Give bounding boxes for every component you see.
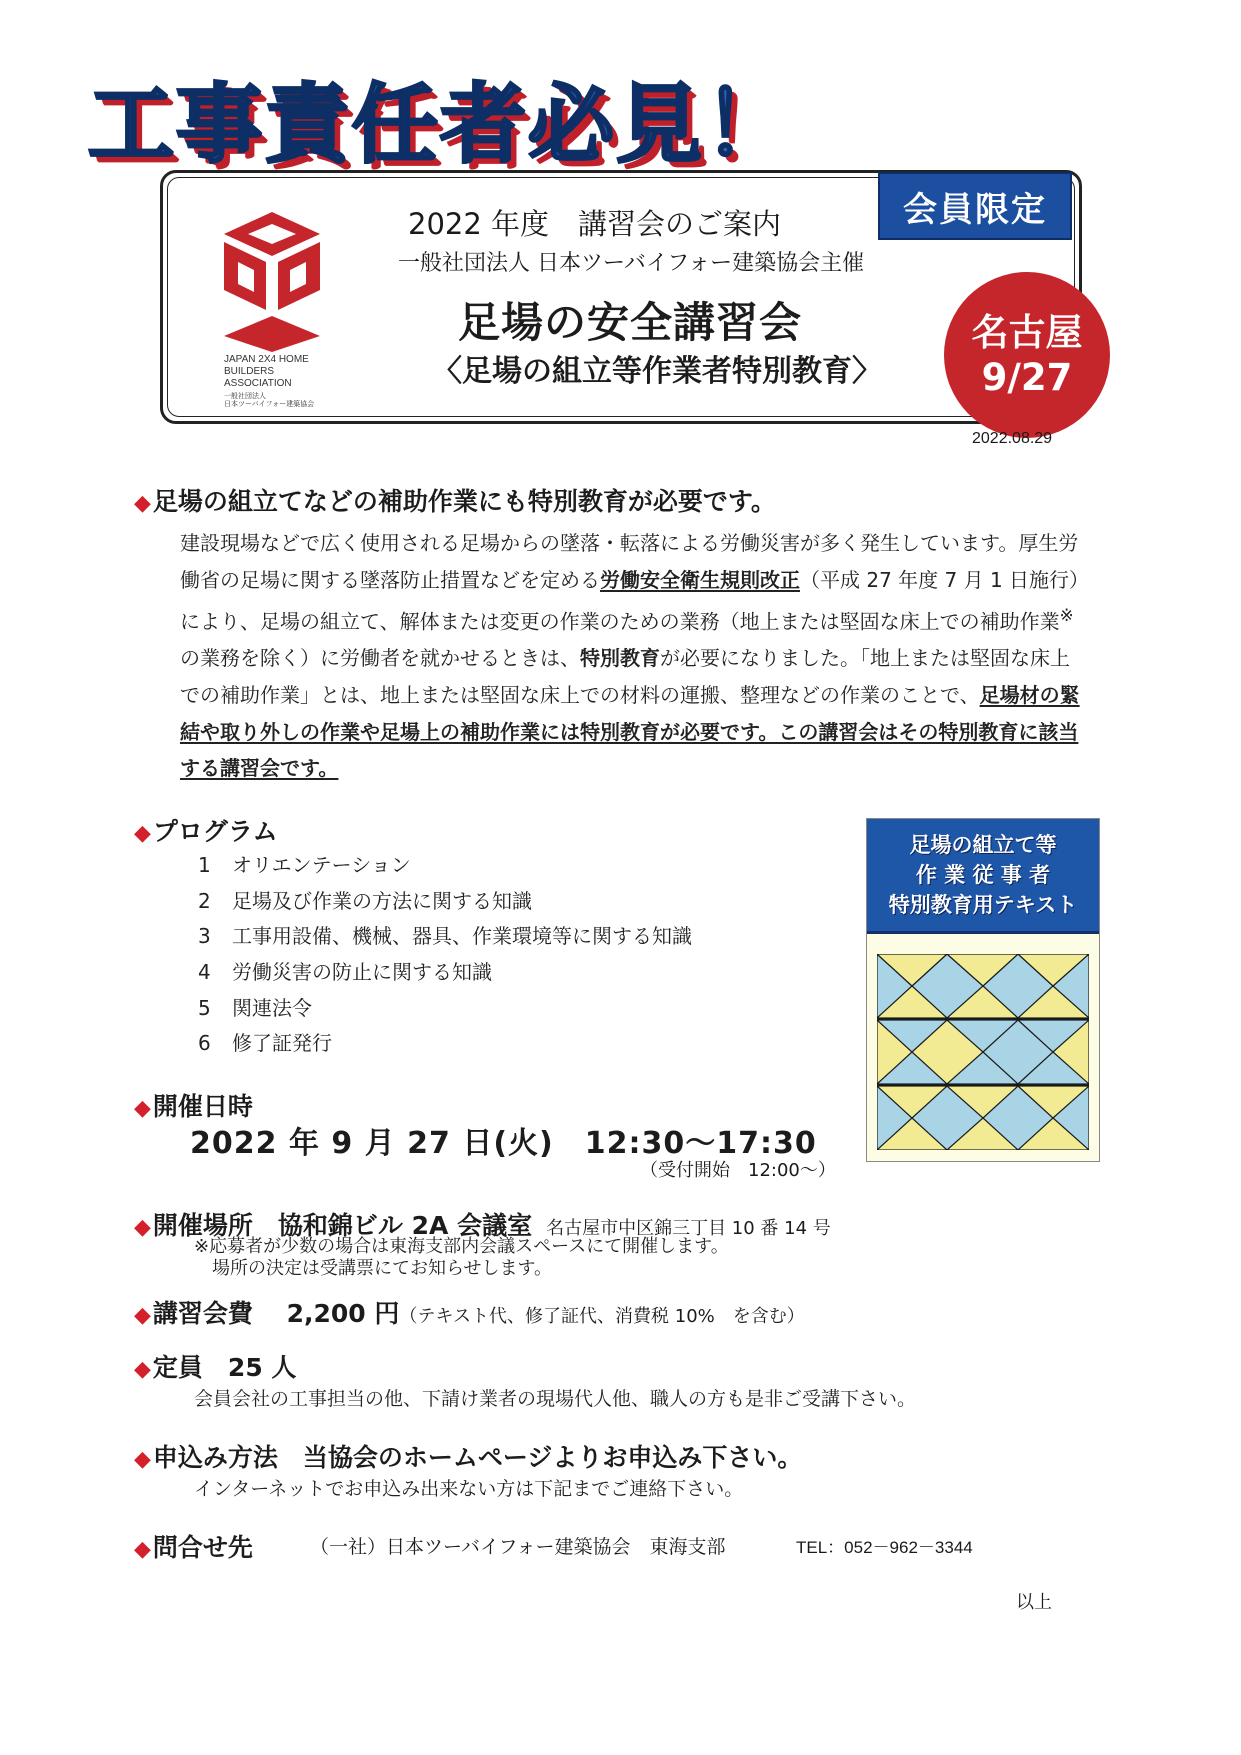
venue-note-line1: ※応募者が少数の場合は東海支部内会議スペースにて開催します。 bbox=[194, 1236, 729, 1257]
diamond-bullet-icon: ◆ bbox=[134, 1215, 151, 1240]
textbook-cover bbox=[866, 818, 1100, 1162]
item-label: 工事用設備、機械、器具、作業環境等に関する知識 bbox=[232, 924, 692, 949]
item-label: 関連法令 bbox=[232, 995, 312, 1020]
list-item bbox=[198, 1026, 692, 1062]
issue-date: 2022.08.29 bbox=[972, 430, 1053, 447]
program-list bbox=[198, 848, 692, 1062]
item-number: 5 bbox=[198, 995, 211, 1020]
textbook-title-line3: 特別教育用テキスト bbox=[888, 893, 1078, 917]
logo-text-line3: ASSOCIATION bbox=[224, 378, 292, 389]
list-item bbox=[198, 955, 692, 991]
apply-note: インターネットでお申込み出来ない方は下記までご連絡下さい。 bbox=[194, 1478, 744, 1500]
closing-text: 以上 bbox=[1016, 1592, 1052, 1613]
course-title: 足場の安全講習会 bbox=[458, 298, 803, 347]
intro-text-4: が必要になりました。「地上または堅固な床上での補助作業」とは、地上または堅固な床上での材料の運搬、整理などの作業のことで、 bbox=[180, 646, 1070, 708]
special-education-highlight: 特別教育 bbox=[580, 646, 660, 671]
textbook-title bbox=[867, 819, 1099, 934]
section-heading-text: 開催日時 bbox=[152, 1092, 253, 1121]
item-label: 労働災害の防止に関する知識 bbox=[232, 960, 492, 985]
list-item bbox=[198, 919, 692, 955]
logo-jp-line1: 一般社団法人 bbox=[224, 393, 266, 400]
reception-time: （受付開始 12:00～） bbox=[640, 1160, 836, 1181]
section-heading-text: 問合せ先 bbox=[152, 1533, 253, 1562]
section-heading-text: 定員 25 人 bbox=[152, 1353, 297, 1382]
diamond-bullet-icon: ◆ bbox=[134, 1447, 151, 1472]
item-number: 6 bbox=[198, 1031, 211, 1056]
section-heading-capacity bbox=[134, 1348, 296, 1384]
regulation-highlight: 労働安全衛生規則改正 bbox=[600, 567, 800, 592]
capacity-note: 会員会社の工事担当の他、下請け業者の現場代人他、職人の方も是非ご受講下さい。 bbox=[194, 1388, 917, 1410]
section-heading-text: プログラム bbox=[152, 817, 278, 846]
contact-organization: （一社）日本ツーバイフォー建築協会 東海支部 bbox=[310, 1536, 726, 1558]
members-only-badge: 会員限定 bbox=[878, 172, 1072, 240]
venue-date: 9/27 bbox=[981, 356, 1073, 399]
venue-city: 名古屋 bbox=[971, 310, 1083, 354]
textbook-title-line2: 作 業 従 事 者 bbox=[915, 863, 1051, 887]
venue-note-line2: 場所の決定は受講票にてお知らせします。 bbox=[212, 1258, 553, 1279]
venue-address: 名古屋市中区錦三丁目 10 番 14 号 bbox=[546, 1218, 831, 1239]
logo-jp-line2: 日本ツーバイフォー建築協会 bbox=[224, 401, 315, 408]
association-logo-icon bbox=[224, 212, 320, 352]
section-heading-fee bbox=[134, 1294, 805, 1330]
diamond-bullet-icon: ◆ bbox=[134, 1357, 151, 1382]
contact-phone: TEL：052－962－3344 bbox=[796, 1538, 973, 1557]
logo-text-line2: BUILDERS bbox=[224, 366, 275, 377]
event-datetime: 2022 年 9 月 27 日(火) 12:30～17:30 bbox=[190, 1126, 817, 1161]
diamond-bullet-icon: ◆ bbox=[134, 821, 151, 846]
item-label: オリエンテーション bbox=[232, 853, 411, 877]
item-number: 1 bbox=[198, 853, 211, 877]
section-heading-contact bbox=[134, 1528, 253, 1564]
diamond-pattern-icon bbox=[877, 954, 1089, 1150]
section-heading-text: 申込み方法 当協会のホームページよりお申込み下さい。 bbox=[152, 1443, 803, 1472]
section-heading-text: 開催場所 協和錦ビル 2A 会議室 bbox=[152, 1211, 533, 1240]
diamond-bullet-icon: ◆ bbox=[134, 1096, 151, 1121]
textbook-title-line1: 足場の組立て等 bbox=[909, 833, 1057, 857]
headline: 工事責任者必見！ bbox=[88, 75, 792, 175]
list-item bbox=[198, 884, 692, 920]
diamond-bullet-icon: ◆ bbox=[134, 491, 151, 516]
item-number: 4 bbox=[198, 960, 211, 985]
list-item bbox=[198, 848, 692, 884]
section-heading-requirement bbox=[134, 482, 776, 518]
diamond-bullet-icon: ◆ bbox=[134, 1303, 151, 1328]
venue-note bbox=[194, 1236, 729, 1280]
venue-date-badge bbox=[944, 272, 1110, 438]
course-subtitle: 〈足場の組立等作業者特別教育〉 bbox=[432, 354, 882, 389]
fee-note: （テキスト代、修了証代、消費税 10% を含む） bbox=[399, 1306, 805, 1327]
intro-text-1: 建設現場などで広く使用される足場からの墜落・転落による労働災害が多く発生しています。厚生労働省の足場に関する墜落防止措置などを定める bbox=[180, 531, 1079, 592]
diamond-bullet-icon: ◆ bbox=[134, 1537, 151, 1562]
item-number: 2 bbox=[198, 888, 211, 913]
section-heading-text: 講習会費 2,200 円 bbox=[152, 1299, 400, 1328]
section-heading-text: 足場の組立てなどの補助作業にも特別教育が必要です。 bbox=[152, 487, 776, 516]
section-heading-apply bbox=[134, 1438, 802, 1474]
requirement-highlight: 足場材の緊結や取り外しの作業や足場上の補助作業には特別教育が必要です。この講習会はその特別教育に該当する講習会です。 bbox=[180, 683, 1080, 781]
item-number: 3 bbox=[198, 924, 211, 949]
list-item bbox=[198, 991, 692, 1027]
item-label: 足場及び作業の方法に関する知識 bbox=[232, 888, 532, 913]
footnote-mark: ※ bbox=[1059, 606, 1074, 626]
intro-paragraph bbox=[180, 525, 1080, 787]
logo-text-line1: JAPAN 2X4 HOME bbox=[224, 354, 309, 365]
event-year-text: 2022 年度 講習会のご案内 bbox=[408, 207, 782, 241]
section-heading-program bbox=[134, 812, 278, 848]
item-label: 修了証発行 bbox=[232, 1031, 332, 1056]
intro-text-3: の業務を除く）に労働者を就かせるときは、 bbox=[180, 646, 580, 671]
organizer-text: 一般社団法人 日本ツーバイフォー建築協会主催 bbox=[398, 251, 865, 276]
intro-text-2: （平成 27 年度 7 月 1 日施行）により、足場の組立て、解体または変更の作業のための業務（地上または堅固な床上での補助作業 bbox=[180, 567, 1080, 634]
